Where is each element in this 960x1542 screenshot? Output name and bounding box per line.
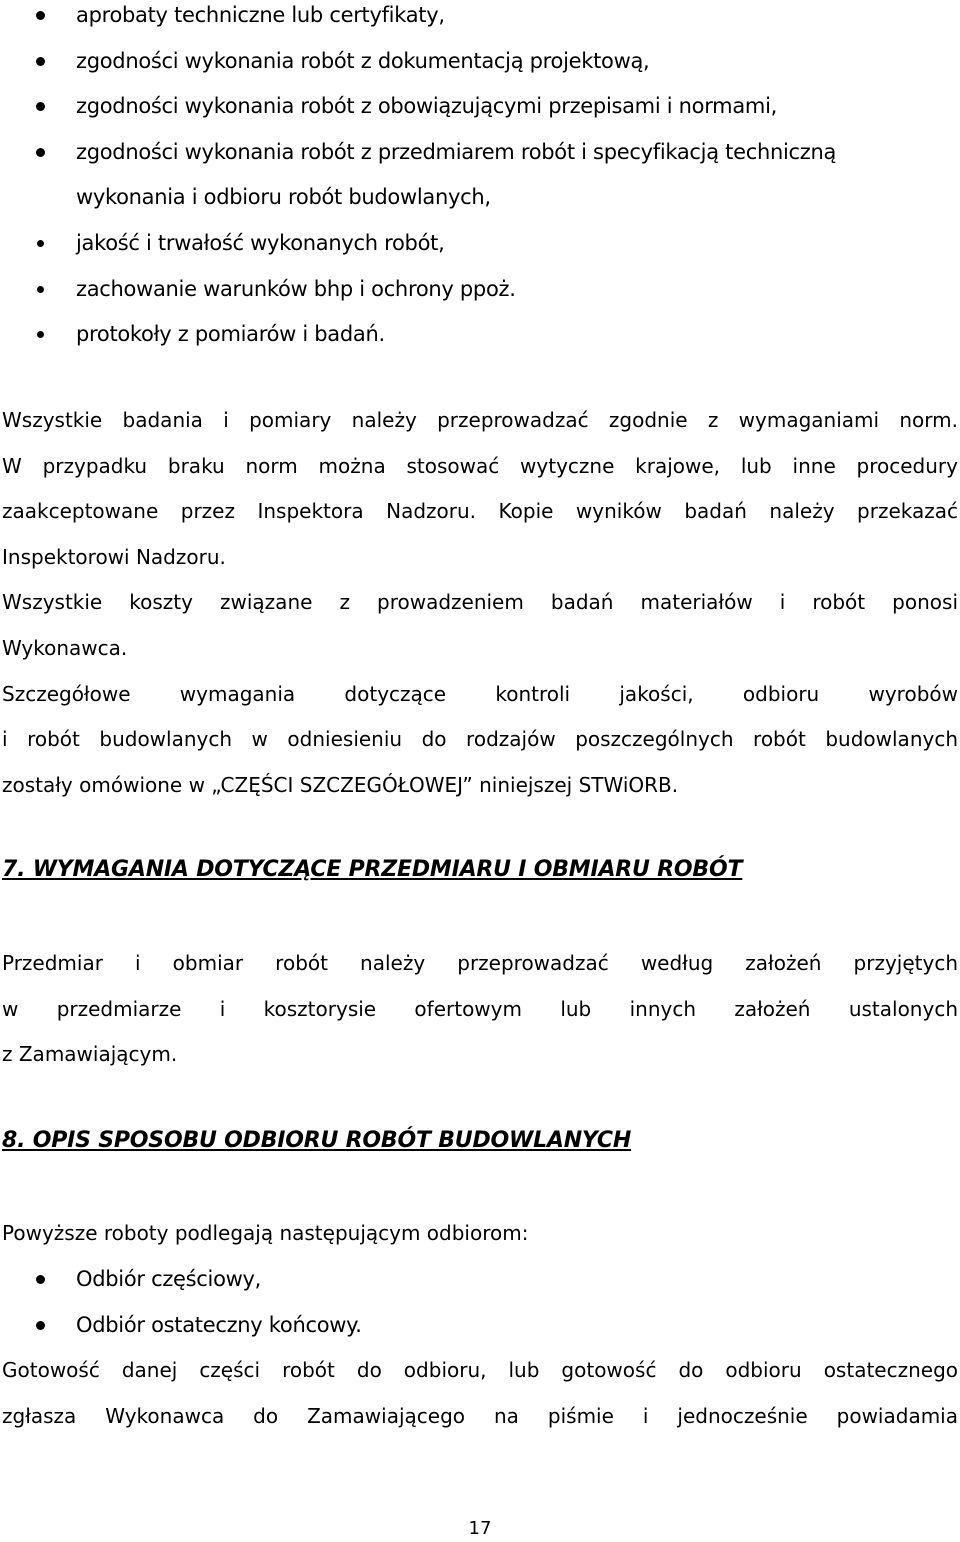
- section-8-paragraph: [2, 1348, 958, 1439]
- text-line: zaakceptowane przez Inspektora Nadzoru. Kopie wyników badań należy przekazać: [2, 499, 958, 524]
- requirements-list: [0, 0, 960, 358]
- list-item-continuation: wykonania i odbioru robót budowlanych,: [76, 185, 491, 210]
- section-8-intro: [2, 1211, 958, 1257]
- list-item: zgodności wykonania robót z obowiązującymi przepisami i normami,: [0, 84, 960, 130]
- bullet-icon: [36, 39, 46, 85]
- text-line: i robót budowlanych w odniesieniu do rodzajów poszczególnych robót budowlanych: [2, 727, 958, 752]
- text-line: Inspektorowi Nadzoru.: [2, 544, 226, 569]
- text-line: Przedmiar i obmiar robót należy przeprowadzać według założeń przyjętych: [2, 951, 958, 975]
- text-line: zgłasza Wykonawca do Zamawiającego na piśmie i jednocześnie powiadamia: [2, 1403, 958, 1428]
- text-line: Powyższe roboty podlegają następującym odbiorom:: [2, 1221, 529, 1245]
- list-item: zgodności wykonania robót z dokumentacją projektową,: [0, 39, 960, 85]
- bullet-icon: [36, 130, 46, 176]
- text-line: Wszystkie koszty związane z prowadzeniem badań materiałów i robót ponosi: [2, 590, 958, 615]
- text-line: zostały omówione w „CZĘŚCI SZCZEGÓŁOWEJ” niniejszej STWiORB.: [2, 772, 679, 797]
- list-item: zgodności wykonania robót z przedmiarem robót i specyfikacją techniczną: [0, 130, 960, 176]
- list-item: protokoły z pomiarów i badań.: [0, 312, 960, 358]
- testing-paragraph: [2, 398, 958, 808]
- text-line: W przypadku braku norm można stosować wytyczne krajowe, lub inne procedury: [2, 453, 958, 478]
- list-item: Odbiór częściowy,: [0, 1257, 960, 1303]
- list-item: aprobaty techniczne lub certyfikaty,: [0, 0, 960, 39]
- section-7-paragraph: [2, 941, 958, 1078]
- page-number: 17: [468, 1518, 492, 1539]
- text-line: w przedmiarze i kosztorysie ofertowym lub innych założeń ustalonych: [2, 996, 958, 1021]
- section-7-heading: 7. WYMAGANIA DOTYCZĄCE PRZEDMIARU I OBMIARU ROBÓT: [2, 857, 743, 882]
- list-item: zachowanie warunków bhp i ochrony ppoż.: [0, 267, 960, 313]
- list-item: Odbiór ostateczny końcowy.: [0, 1303, 960, 1349]
- text-line: Wszystkie badania i pomiary należy przeprowadzać zgodnie z wymaganiami norm.: [2, 408, 958, 432]
- bullet-icon: [36, 267, 46, 313]
- bullet-icon: [36, 0, 46, 39]
- bullet-icon: [36, 221, 46, 267]
- list-item: jakość i trwałość wykonanych robót,: [0, 221, 960, 267]
- text-line: Gotowość danej części robót do odbioru, lub gotowość do odbioru ostatecznego: [2, 1358, 958, 1382]
- bullet-icon: [36, 1257, 46, 1303]
- bullet-icon: [36, 1303, 46, 1349]
- section-8-heading: 8. OPIS SPOSOBU ODBIORU ROBÓT BUDOWLANYCH: [2, 1128, 632, 1153]
- text-line: Szczegółowe wymagania dotyczące kontroli jakości, odbioru wyrobów: [2, 681, 958, 706]
- acceptance-list: [0, 1257, 960, 1348]
- bullet-icon: [36, 312, 46, 358]
- text-line: z Zamawiającym.: [2, 1042, 178, 1067]
- text-line: Wykonawca.: [2, 635, 128, 660]
- bullet-icon: [36, 84, 46, 130]
